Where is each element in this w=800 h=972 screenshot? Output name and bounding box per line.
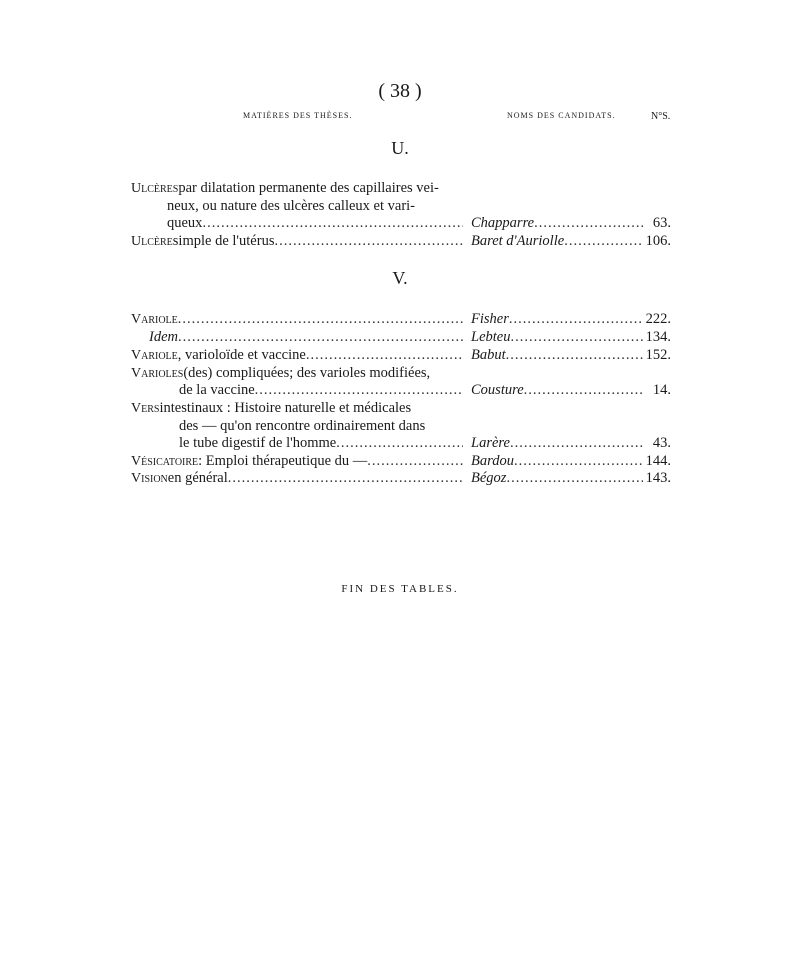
- entry-subject-text: neux, ou nature des ulcères calleux et vari-: [167, 198, 416, 214]
- candidate-name: Bardou: [471, 453, 514, 469]
- entry-head-word: Ulcère: [131, 234, 173, 249]
- thesis-number: 152.: [645, 347, 671, 363]
- dot-leader: [514, 452, 643, 470]
- dot-leader: [178, 310, 463, 328]
- entry-line: [131, 434, 671, 452]
- thesis-number: 106.: [645, 233, 671, 249]
- entry-line: [131, 232, 671, 250]
- candidate-name: Babut: [471, 347, 506, 363]
- entry-head-word: Variole: [131, 312, 178, 327]
- entry-line: [131, 346, 671, 364]
- end-of-tables: FIN DES TABLES.: [341, 583, 459, 595]
- entry-line: [131, 214, 671, 232]
- entry-subject-text: des — qu'on rencontre ordinairement dans: [179, 418, 426, 434]
- entry-line: [131, 364, 671, 382]
- dot-leader: [228, 469, 463, 487]
- entry-subject-text: Idem: [149, 329, 178, 345]
- candidate-name: Cousture: [471, 382, 524, 398]
- dot-leader: [534, 214, 643, 232]
- entry-head-word: Ulcères: [131, 181, 179, 196]
- thesis-number: 63.: [652, 215, 671, 231]
- thesis-number: 222.: [645, 311, 671, 327]
- dot-leader: [306, 346, 463, 364]
- entry-subject-text: : Emploi thérapeutique du —: [198, 453, 368, 469]
- entry-subject-text: le tube digestif de l'homme: [179, 435, 337, 451]
- thesis-number: 43.: [652, 435, 671, 451]
- dot-leader: [510, 328, 643, 346]
- candidate-name: Lebteu: [471, 329, 511, 345]
- entry-subject-text: intestinaux : Histoire naturelle et médicales: [159, 400, 412, 416]
- dot-leader: [178, 328, 463, 346]
- column-header-matieres: MATIÈRES DES THÈSES.: [243, 111, 353, 120]
- dot-leader: [367, 452, 463, 470]
- thesis-number: 134.: [645, 329, 671, 345]
- entry-line: [131, 469, 671, 487]
- entry-subject-text: de la vaccine: [179, 382, 255, 398]
- thesis-number: 143.: [645, 470, 671, 486]
- entry-head-word: Variole: [131, 348, 178, 363]
- entry-line: [131, 197, 671, 215]
- entry-line: [131, 417, 671, 435]
- entry-head-word: Vision: [131, 471, 168, 486]
- entry-subject-text: queux: [167, 215, 203, 231]
- entry-head-word: Vers: [131, 401, 160, 416]
- entry-line: [131, 310, 671, 328]
- column-header-noms: NOMS DES CANDIDATS.: [507, 111, 616, 120]
- dot-leader: [506, 469, 643, 487]
- candidate-name: Fisher: [471, 311, 509, 327]
- entry-subject-text: simple de l'utérus: [172, 233, 275, 249]
- thesis-number: 14.: [652, 382, 671, 398]
- dot-leader: [509, 310, 643, 328]
- entry-subject-text: , varioloïde et vaccine: [177, 347, 306, 363]
- thesis-number: 144.: [645, 453, 671, 469]
- dot-leader: [524, 381, 643, 399]
- candidate-name: Baret d'Auriolle: [471, 233, 565, 249]
- section-letter: V.: [392, 268, 408, 288]
- entry-subject-text: (des) compliquées; des varioles modifiées,: [183, 365, 431, 381]
- candidate-name: Larère: [471, 435, 510, 451]
- dot-leader: [274, 232, 463, 250]
- dot-leader: [510, 434, 643, 452]
- dot-leader: [255, 381, 463, 399]
- entry-line: [131, 399, 671, 417]
- column-header-numero: N°S.: [651, 111, 671, 122]
- entry-line: [131, 179, 671, 197]
- entry-head-word: Varioles: [131, 366, 184, 381]
- dot-leader: [506, 346, 643, 364]
- candidate-name: Chapparre: [471, 215, 535, 231]
- entry-line: [131, 328, 671, 346]
- dot-leader: [564, 232, 643, 250]
- entry-head-word: Vésicatoire: [131, 454, 199, 469]
- dot-leader: [336, 434, 463, 452]
- candidate-name: Bégoz: [471, 470, 507, 486]
- entry-line: [131, 381, 671, 399]
- entry-subject-text: par dilatation permanente des capillaires vei-: [178, 180, 439, 196]
- entry-subject-text: en général: [167, 470, 228, 486]
- section-letter: U.: [391, 138, 409, 158]
- dot-leader: [202, 214, 463, 232]
- entry-line: [131, 452, 671, 470]
- page-number: ( 38 ): [378, 80, 422, 102]
